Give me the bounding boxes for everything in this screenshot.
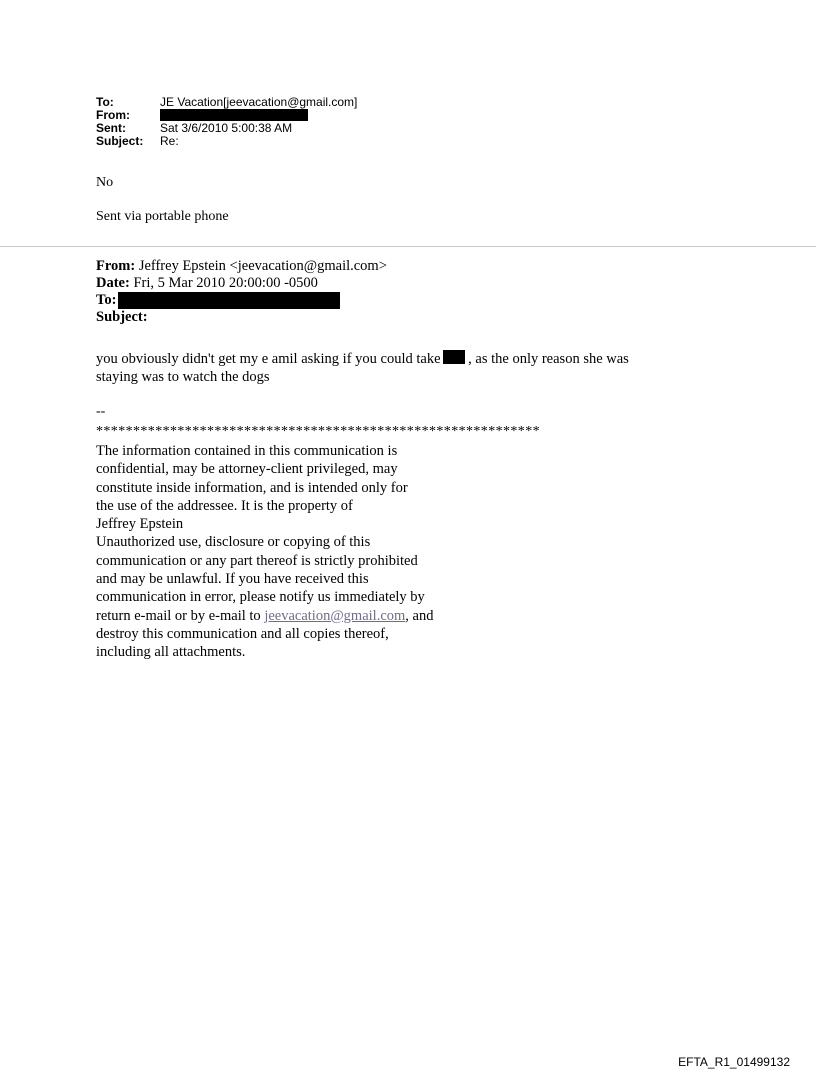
sent-label: Sent: — [96, 121, 126, 135]
disclaimer-line: communication or any part thereof is strictly prohibited — [96, 552, 418, 569]
quoted-date-label: Date: — [96, 275, 130, 291]
reply-signature: Sent via portable phone — [96, 209, 229, 224]
quoted-to-label: To: — [96, 292, 117, 308]
to-label: To: — [96, 95, 114, 109]
quoted-header — [96, 258, 387, 326]
quoted-to-row — [96, 292, 387, 309]
divider — [0, 246, 816, 247]
disclaimer-line: the use of the addressee. It is the property of — [96, 497, 353, 514]
quoted-date-row — [96, 275, 387, 292]
subject-value: Re: — [160, 134, 179, 148]
asterisk-rule: ************************************************************ — [96, 424, 540, 439]
redaction-box — [118, 292, 340, 309]
disclaimer-line: including all attachments. — [96, 644, 246, 661]
email-link[interactable]: jeevacation@gmail.com — [264, 607, 406, 624]
subject-label: Subject: — [96, 134, 144, 148]
disclaimer-line: communication in error, please notify us immediately by — [96, 589, 425, 606]
quoted-from-value: Jeffrey Epstein <jeevacation@gmail.com> — [135, 258, 387, 274]
quoted-from-label: From: — [96, 258, 136, 274]
message-line-1 — [96, 350, 629, 368]
disclaimer-line: Jeffrey Epstein — [96, 516, 184, 533]
disclaimer-line: and may be unlawful. If you have received this — [96, 571, 369, 588]
message-line-2: staying was to watch the dogs — [96, 369, 270, 385]
disclaimer-text: , and — [405, 607, 434, 624]
subject-row — [96, 135, 357, 148]
reply-text: No — [96, 175, 114, 190]
quoted-subject-label: Subject: — [96, 309, 148, 325]
message-part-1: you obviously didn't get my e amil asking if you could take — [96, 351, 441, 367]
quoted-from-row — [96, 258, 387, 275]
disclaimer-line — [96, 607, 433, 625]
redaction-box — [443, 350, 465, 364]
document-id: EFTA_R1_01499132 — [678, 1055, 790, 1069]
disclaimer-line: destroy this communication and all copies thereof, — [96, 625, 389, 642]
sent-value: Sat 3/6/2010 5:00:38 AM — [160, 121, 293, 135]
disclaimer-text: return e-mail or by e-mail to — [96, 607, 265, 624]
disclaimer — [96, 442, 433, 662]
disclaimer-line: The information contained in this communication is — [96, 443, 398, 459]
disclaimer-line: Unauthorized use, disclosure or copying of this — [96, 534, 371, 551]
quoted-date-value: Fri, 5 Mar 2010 20:00:00 -0500 — [129, 275, 318, 291]
redaction-box — [160, 109, 308, 121]
disclaimer-line: constitute inside information, and is intended only for — [96, 479, 408, 496]
to-row — [96, 96, 357, 109]
signature-separator: -- — [96, 404, 106, 419]
to-value: JE Vacation[jeevacation@gmail.com] — [160, 95, 358, 109]
from-label: From: — [96, 108, 130, 122]
email-header — [96, 96, 357, 148]
message-part-2: , as the only reason she was — [464, 351, 629, 367]
quoted-subject-row — [96, 309, 387, 326]
quoted-message — [96, 350, 629, 386]
disclaimer-line: confidential, may be attorney-client privileged, may — [96, 461, 398, 478]
